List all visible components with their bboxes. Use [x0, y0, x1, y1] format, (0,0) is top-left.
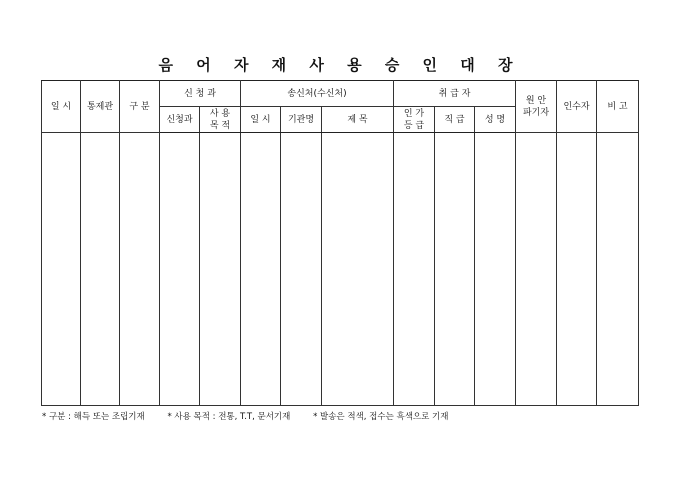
header-request-group: 신 청 과 — [160, 81, 241, 107]
header-receiver: 인수자 — [557, 81, 597, 133]
cell-remarks[interactable] — [597, 133, 639, 406]
header-handler-name: 성 명 — [475, 107, 516, 133]
footnote-category: * 구분 : 해득 또는 조립기재 — [42, 412, 145, 422]
cell-destination-agency[interactable] — [281, 133, 322, 406]
header-date: 일 시 — [42, 81, 81, 133]
header-handler-group: 취 급 자 — [394, 81, 516, 107]
header-remarks: 비 고 — [597, 81, 639, 133]
cell-handler-rank[interactable] — [435, 133, 475, 406]
header-usage-purpose: 사 용 목 적 — [200, 107, 241, 133]
header-destination-date: 일 시 — [241, 107, 281, 133]
cell-handler-name[interactable] — [475, 133, 516, 406]
header-handler-clearance: 인 가 등 급 — [394, 107, 435, 133]
cell-date[interactable] — [42, 133, 81, 406]
header-control-office: 통제관 — [81, 81, 120, 133]
header-destination-group: 송신처(수신처) — [241, 81, 394, 107]
footnotes — [42, 410, 642, 422]
cell-usage-purpose[interactable] — [200, 133, 241, 406]
page-title: 음 어 자 재 사 용 승 인 대 장 — [158, 56, 522, 74]
cell-category[interactable] — [120, 133, 160, 406]
table-row — [42, 133, 639, 406]
header-original-destroyer: 원 안 파기자 — [516, 81, 557, 133]
cell-handler-clearance[interactable] — [394, 133, 435, 406]
header-destination-subject: 제 목 — [322, 107, 394, 133]
cell-control-office[interactable] — [81, 133, 120, 406]
cell-receiver[interactable] — [557, 133, 597, 406]
header-request-dept: 신청과 — [160, 107, 200, 133]
cell-request-dept[interactable] — [160, 133, 200, 406]
header-destination-agency: 기관명 — [281, 107, 322, 133]
approval-ledger-table — [41, 80, 639, 406]
header-handler-rank: 직 급 — [435, 107, 475, 133]
footnote-color-rule: * 발송은 적색, 접수는 흑색으로 기재 — [313, 412, 449, 422]
cell-original-destroyer[interactable] — [516, 133, 557, 406]
header-category: 구 분 — [120, 81, 160, 133]
cell-destination-subject[interactable] — [322, 133, 394, 406]
footnote-usage-purpose: * 사용 목적 : 전통, T.T, 문서기재 — [167, 412, 291, 422]
cell-destination-date[interactable] — [241, 133, 281, 406]
